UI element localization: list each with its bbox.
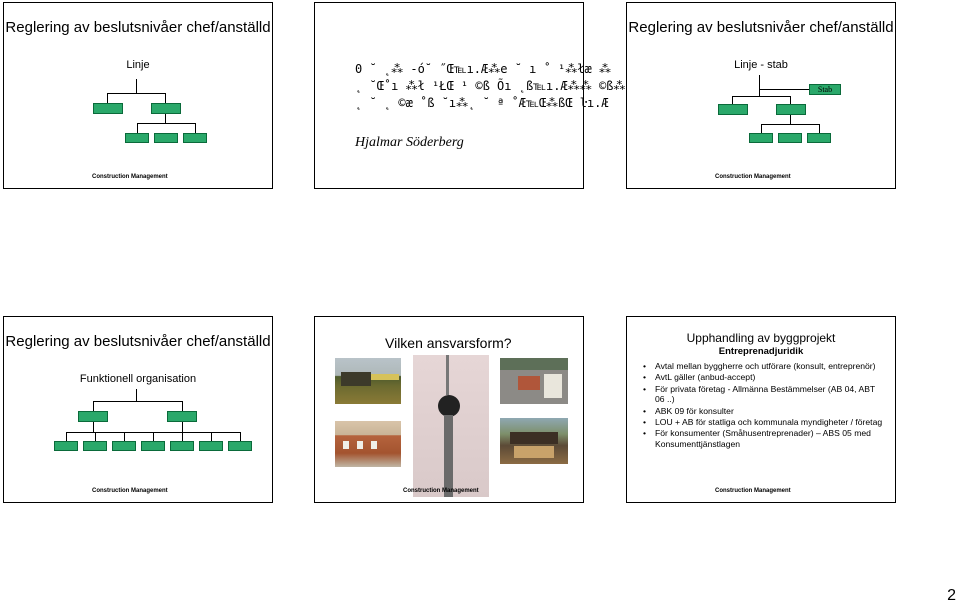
org-connector — [211, 432, 212, 441]
photo-shape — [500, 358, 568, 370]
photo-shape — [371, 441, 377, 449]
photo-shape — [438, 395, 460, 417]
slide-ansvarsform — [314, 316, 584, 503]
org-connector — [136, 389, 137, 401]
slide-footer: Construction Management — [403, 488, 479, 494]
org-connector — [790, 115, 791, 124]
bullet-item: • För privata företag - Allmänna Bestämmelser (AB 04, ABT 06 ..) — [641, 384, 886, 405]
photo-shape — [343, 441, 349, 449]
photo-modern-building — [500, 358, 568, 404]
org-box — [78, 411, 108, 422]
org-connector — [759, 89, 760, 96]
org-box — [749, 133, 773, 143]
org-box — [776, 104, 806, 115]
org-connector — [124, 432, 125, 441]
org-box — [141, 441, 165, 451]
photo-shape — [518, 376, 540, 390]
org-connector — [182, 422, 183, 432]
org-connector — [137, 123, 195, 124]
org-box — [83, 441, 107, 451]
slide-footer: Construction Management — [92, 174, 168, 180]
photo-shape — [446, 355, 449, 395]
bullet-item: • AvtL gäller (anbud-accept) — [641, 372, 886, 382]
photo-shape — [371, 374, 399, 380]
org-box — [154, 133, 178, 143]
org-box — [112, 441, 136, 451]
slide-title: Reglering av beslutsnivåer chef/anställd — [628, 19, 894, 36]
org-connector — [732, 96, 790, 97]
slide-quote — [314, 2, 626, 189]
org-connector — [93, 401, 182, 402]
org-connector — [761, 124, 819, 125]
slide-footer: Construction Management — [715, 174, 791, 180]
bullet-list — [641, 361, 886, 450]
slide-upphandling — [626, 316, 896, 503]
org-connector — [93, 401, 94, 411]
slide-title: Reglering av beslutsnivåer chef/anställd — [5, 19, 271, 36]
org-box — [807, 133, 831, 143]
page-number: 2 — [947, 587, 956, 604]
org-box — [718, 104, 748, 115]
org-connector — [95, 432, 96, 441]
photo-shape — [510, 432, 558, 444]
org-box — [167, 411, 197, 422]
photo-shape — [444, 415, 453, 497]
photo-brick-house — [335, 421, 401, 467]
quote-line: ˛ ˘ ˛ ©æ ˚ß ˘ı⁂˛ ˘ ª ˚Æ℡Œ⁂ßŒ ŀı.Æ — [355, 96, 609, 110]
org-connector — [182, 432, 183, 441]
org-box — [125, 133, 149, 143]
slide-title: Vilken ansvarsform? — [385, 335, 512, 351]
org-box — [170, 441, 194, 451]
org-connector — [182, 401, 183, 411]
org-connector — [66, 432, 67, 441]
org-connector — [195, 123, 196, 133]
org-connector — [819, 124, 820, 133]
org-connector — [759, 89, 809, 90]
slide-footer: Construction Management — [715, 488, 791, 494]
org-box — [183, 133, 207, 143]
photo-tower — [413, 355, 489, 497]
bullet-item: • Avtal mellan byggherre och utförare (konsult, entreprenör) — [641, 361, 886, 371]
org-connector — [153, 432, 154, 441]
slide-heading: Entreprenadjuridik — [718, 346, 804, 357]
org-connector — [107, 93, 108, 103]
org-connector — [136, 79, 137, 93]
org-box — [151, 103, 181, 114]
slide-title: Reglering av beslutsnivåer chef/anställd — [5, 333, 271, 350]
slide-linje — [3, 2, 273, 189]
slide-funktionell — [3, 316, 273, 503]
org-connector — [165, 93, 166, 103]
org-connector — [761, 124, 762, 133]
photo-shape — [341, 372, 371, 386]
stab-box: Stab — [809, 84, 841, 95]
org-connector — [790, 96, 791, 104]
org-connector — [107, 93, 165, 94]
org-box — [228, 441, 252, 451]
photo-shape — [514, 446, 554, 458]
bullet-item: • ABK 09 för konsulter — [641, 406, 886, 416]
org-box — [54, 441, 78, 451]
slide-title: Upphandling av byggprojekt — [686, 331, 836, 345]
org-connector — [137, 123, 138, 133]
quote-author: Hjalmar Söderberg — [355, 135, 464, 150]
photo-shape — [544, 374, 562, 398]
photo-shape — [357, 441, 363, 449]
org-connector — [240, 432, 241, 441]
slide-subtitle: Linje - stab — [734, 59, 788, 71]
org-box — [93, 103, 123, 114]
photo-wooden-house — [500, 418, 568, 464]
bullet-item: • För konsumenter (Småhusentreprenader) – ABS 05 med Konsumenttjänstlagen — [641, 428, 886, 449]
slide-footer: Construction Management — [92, 488, 168, 494]
quote-line: ˛ ˘Œ˚ı ⁂ł ¹ŁŒ ¹ ©ß Õı ˛ß℡ı.Æ⁂⁂ ©ß⁂ — [355, 79, 626, 93]
org-connector — [732, 96, 733, 104]
quote-line: 0 ˘ ˛⁂ -ó˘ ˝Œ℡ı.Æ⁂e ˘ ı ˚ ¹⁂łæ ⁂ — [355, 62, 611, 76]
bullet-item: • LOU + AB för statliga och kommunala myndigheter / företag — [641, 417, 886, 427]
photo-rural-house — [335, 358, 401, 404]
org-connector — [93, 422, 94, 432]
slide-subtitle: Linje — [126, 59, 150, 71]
quote-text — [355, 61, 625, 112]
org-box — [199, 441, 223, 451]
org-box — [778, 133, 802, 143]
org-connector — [165, 114, 166, 123]
slide-subtitle: Funktionell organisation — [79, 373, 197, 385]
slide-linje-stab — [626, 2, 896, 189]
